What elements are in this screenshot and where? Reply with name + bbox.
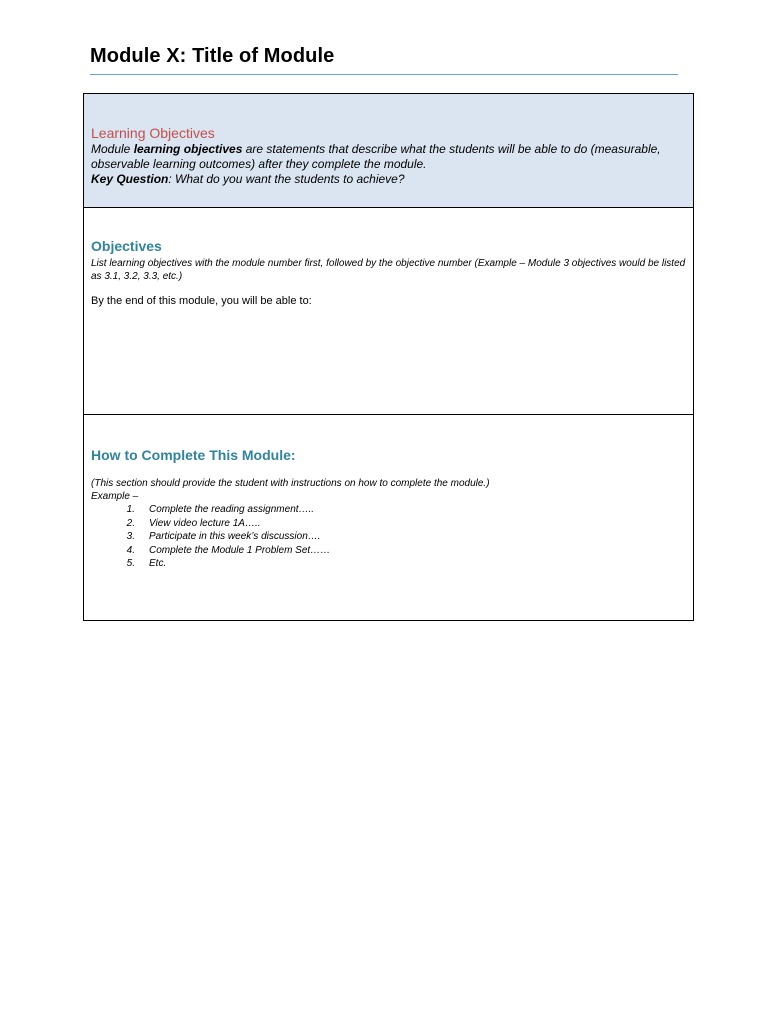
spacer (91, 283, 686, 294)
objectives-heading: Objectives (91, 238, 162, 254)
list-item (91, 503, 686, 517)
page-title: Module X: Title of Module (90, 45, 335, 67)
step-number: 3. (126, 531, 135, 542)
step-text: Complete the reading assignment….. (149, 504, 315, 515)
key-question-text: : What do you want the students to achieve? (168, 172, 405, 186)
key-question-label: Key Question (91, 172, 169, 186)
step-text: Etc. (149, 558, 167, 569)
step-number: 5. (126, 558, 135, 569)
objectives-intro: By the end of this module, you will be able to: (91, 295, 312, 307)
key-question (91, 172, 686, 187)
how-to-instruction: (This section should provide the student with instructions on how to complete the module.) (91, 478, 490, 489)
objectives-instruction: List learning objectives with the module number first, followed by the objective number (Example – Module 3 objectives would be listed as 3.1, 3.2, 3.3, etc.) (91, 258, 686, 282)
title-divider (90, 74, 678, 75)
learning-objectives-description (91, 142, 686, 172)
list-item (91, 557, 686, 571)
example-label: Example – (91, 491, 139, 502)
step-number: 2. (126, 517, 135, 529)
step-number: 1. (126, 504, 135, 515)
step-number: 4. (126, 544, 135, 556)
step-text: Complete the Module 1 Problem Set…… (149, 544, 331, 556)
description-suffix: are statements that describe what the students will be able to do (measurable, observable learning outcomes) after they complete the module. (91, 142, 661, 171)
spacer (91, 466, 686, 477)
learning-objectives-section (84, 94, 693, 207)
list-item (91, 530, 686, 544)
objectives-section (84, 207, 693, 414)
steps-list (91, 503, 686, 571)
list-item (91, 517, 686, 531)
description-emphasis: learning objectives (133, 142, 243, 156)
step-text: Participate in this week’s discussion…. (149, 531, 321, 542)
list-item (91, 544, 686, 558)
description-prefix: Module (91, 142, 134, 156)
learning-objectives-heading: Learning Objectives (91, 125, 215, 141)
how-to-complete-heading: How to Complete This Module: (91, 447, 296, 463)
how-to-complete-section (84, 414, 693, 620)
module-template-table (83, 93, 694, 621)
step-text: View video lecture 1A….. (149, 517, 261, 529)
